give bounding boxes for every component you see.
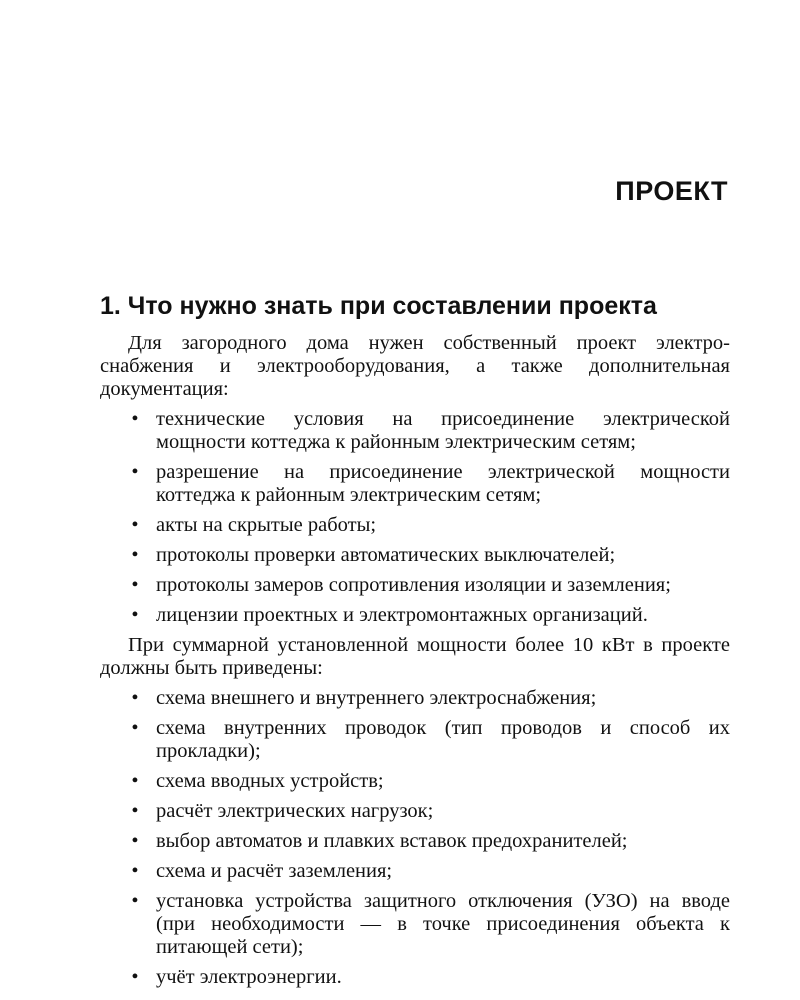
list-item-text: выбор автоматов и плавких вставок предохранителей; bbox=[156, 830, 628, 852]
bullet-icon: • bbox=[131, 408, 139, 430]
list-item-text: расчёт электрических нагрузок; bbox=[156, 800, 434, 822]
project-contents-list bbox=[100, 687, 730, 989]
list-item bbox=[100, 860, 730, 883]
list-item-text: акты на скрытые работы; bbox=[156, 514, 377, 536]
list-item bbox=[100, 890, 730, 959]
list-item-text: схема внешнего и внутреннего электроснабжения; bbox=[156, 687, 597, 709]
bullet-icon: • bbox=[131, 890, 139, 912]
list-item bbox=[100, 717, 730, 763]
list-item bbox=[100, 830, 730, 853]
list-item bbox=[100, 544, 730, 567]
chapter-title: ПРОЕКТ bbox=[615, 176, 728, 206]
list-item-text: схема внутренних проводок (тип проводов и способ их прокладки); bbox=[156, 717, 730, 762]
list-item bbox=[100, 574, 730, 597]
list-item-text: разрешение на присоединение электрической мощности коттеджа к районным электрическим сетям; bbox=[156, 461, 730, 506]
body-text bbox=[100, 332, 730, 989]
list-item bbox=[100, 461, 730, 507]
power-paragraph: При суммарной установленной мощности более 10 кВт в проекте должны быть приведены: bbox=[100, 634, 730, 679]
intro-paragraph: Для загородного дома нужен собственный проект электро-снабжения и электрооборудования, а также дополнительная документация: bbox=[100, 332, 730, 400]
list-item-text: установка устройства защитного отключения (УЗО) на вводе (при необходимости — в точке присоединения объекта к питающей сети); bbox=[156, 890, 730, 958]
list-item bbox=[100, 408, 730, 454]
list-item-text: лицензии проектных и электромонтажных организаций. bbox=[156, 604, 648, 626]
list-item-text: схема и расчёт заземления; bbox=[156, 860, 393, 882]
list-item-text: учёт электроэнергии. bbox=[156, 966, 342, 988]
bullet-icon: • bbox=[131, 514, 139, 536]
bullet-icon: • bbox=[131, 800, 139, 822]
bullet-icon: • bbox=[131, 604, 139, 626]
section-heading: 1. Что нужно знать при составлении проекта bbox=[100, 292, 657, 320]
list-item-text: протоколы проверки автоматических выключателей; bbox=[156, 544, 616, 566]
list-item-text: схема вводных устройств; bbox=[156, 770, 384, 792]
list-item bbox=[100, 514, 730, 537]
list-item-text: технические условия на присоединение электрической мощности коттеджа к районным электрическим сетям; bbox=[156, 408, 730, 453]
bullet-icon: • bbox=[131, 544, 139, 566]
bullet-icon: • bbox=[131, 966, 139, 988]
bullet-icon: • bbox=[131, 717, 139, 739]
bullet-icon: • bbox=[131, 687, 139, 709]
documents-list bbox=[100, 408, 730, 627]
list-item bbox=[100, 604, 730, 627]
list-item bbox=[100, 966, 730, 989]
list-item bbox=[100, 770, 730, 793]
bullet-icon: • bbox=[131, 770, 139, 792]
bullet-icon: • bbox=[131, 860, 139, 882]
list-item bbox=[100, 687, 730, 710]
bullet-icon: • bbox=[131, 830, 139, 852]
list-item bbox=[100, 800, 730, 823]
list-item-text: протоколы замеров сопротивления изоляции и заземления; bbox=[156, 574, 671, 596]
bullet-icon: • bbox=[131, 461, 139, 483]
bullet-icon: • bbox=[131, 574, 139, 596]
